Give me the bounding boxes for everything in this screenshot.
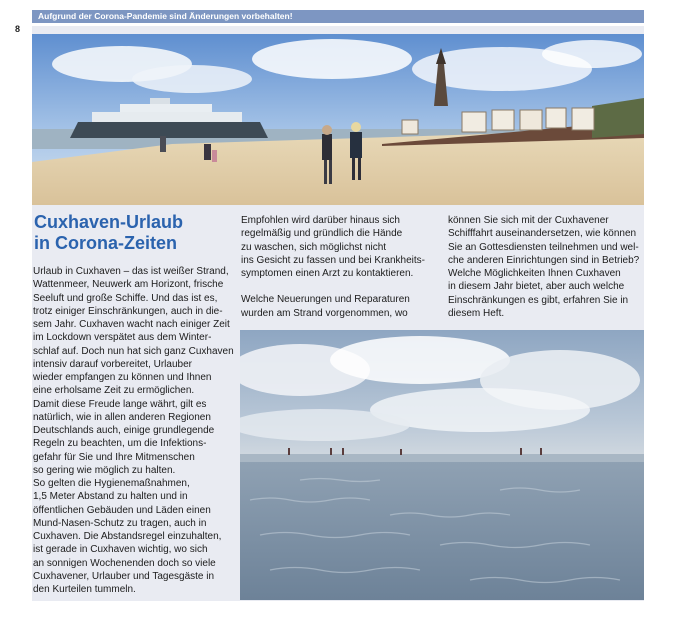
text-line: den Kurteilen tummeln. bbox=[33, 584, 136, 595]
text-line: Deutschlands auch, einige grundlegende bbox=[33, 425, 215, 436]
text-line: Damit diese Freude lange währt, gilt es bbox=[33, 398, 207, 410]
text-line: Welche Möglichkeiten Ihnen Cuxhaven bbox=[448, 268, 621, 279]
text-line: eine erholsame Zeit zu ermöglichen. bbox=[33, 385, 195, 397]
text-line: intensiv darauf vorbereitet, Urlauber bbox=[33, 358, 192, 370]
beach-photo-illustration bbox=[32, 34, 644, 205]
paragraph-gap bbox=[241, 280, 441, 293]
text-line: natürlich, wie in allen anderen Regionen bbox=[33, 411, 211, 423]
text-line: Schifffahrt auseinandersetzen, wie können bbox=[448, 228, 637, 240]
text-line: schlaf auf. Doch nun hat sich ganz Cuxhaven bbox=[33, 345, 234, 357]
article-column-3 bbox=[448, 214, 644, 320]
text-line: symptomen einen Arzt zu kontaktieren. bbox=[241, 268, 414, 279]
text-line: in diesem Jahr bietet, aber auch welche bbox=[448, 281, 625, 293]
mudflat-photo-illustration bbox=[240, 330, 644, 600]
text-line: öffentlichen Gebäuden und Läden einen bbox=[33, 504, 211, 516]
text-line: wieder empfangen zu können und Ihnen bbox=[33, 372, 212, 383]
beach-cruise-ship-photo bbox=[32, 34, 644, 205]
text-line: gefahr für Sie und Ihre Mitmenschen bbox=[33, 451, 195, 463]
text-line: Wattenmeer, Neuwerk am Horizont, frische bbox=[33, 279, 224, 291]
text-line: trotz einiger Einschränkungen, auch in die- bbox=[33, 305, 223, 317]
notice-banner-text: Aufgrund der Corona-Pandemie sind Änderungen vorbehalten! bbox=[38, 11, 293, 21]
text-line: wurden am Strand vorgenommen, wo bbox=[241, 307, 408, 319]
text-line: so gering wie möglich zu halten. bbox=[33, 464, 176, 476]
text-line: Empfohlen wird darüber hinaus sich bbox=[241, 215, 400, 226]
text-line: Sie an Gottesdiensten teilnehmen und wel- bbox=[448, 241, 639, 253]
text-line: im Lockdown verspätet aus dem Winter- bbox=[33, 332, 212, 344]
text-line: 1,5 Meter Abstand zu halten und in bbox=[33, 491, 188, 503]
text-line: Einschränkungen es gibt, erfahren Sie in bbox=[448, 294, 629, 306]
text-line: sem Jahr. Cuxhaven wacht nach einiger Zeit bbox=[33, 319, 230, 330]
text-line: regelmäßig und gründlich die Hände bbox=[241, 228, 403, 240]
text-line: So gelten die Hygienemaßnahmen, bbox=[33, 478, 190, 489]
text-line: können Sie sich mit der Cuxhavener bbox=[448, 215, 609, 226]
text-line: ins Gesicht zu fassen und bei Krankheits- bbox=[241, 254, 425, 266]
text-line: Urlaub in Cuxhaven – das ist weißer Strand, bbox=[33, 266, 229, 277]
text-line: Welche Neuerungen und Reparaturen bbox=[241, 294, 410, 306]
text-line: Seeluft und große Schiffe. Und das ist es, bbox=[33, 292, 218, 304]
notice-banner bbox=[32, 10, 644, 23]
article-headline bbox=[34, 212, 234, 254]
mudflat-walkers-photo bbox=[240, 330, 644, 600]
page-number: 8 bbox=[15, 24, 21, 34]
text-line: Regeln zu beachten, um die Infektions- bbox=[33, 438, 207, 450]
text-line: diesem Heft. bbox=[448, 307, 505, 319]
text-line: che anderen Einrichtungen sind in Betrieb? bbox=[448, 254, 640, 266]
text-line: zu waschen, sich möglichst nicht bbox=[241, 241, 387, 253]
text-line: ist gerade in Cuxhaven wichtig, wo sich bbox=[33, 544, 208, 556]
text-line: Mund-Nasen-Schutz zu tragen, auch in bbox=[33, 517, 207, 529]
article-column-2 bbox=[241, 214, 441, 320]
text-line: Cuxhavener, Urlauber und Tagesgäste in bbox=[33, 570, 215, 582]
text-line: Cuxhaven. Die Abstandsregel einzuhalten, bbox=[33, 531, 222, 542]
headline-line: Cuxhaven-Urlaub bbox=[34, 212, 184, 232]
text-line: an sonnigen Wochenenden doch so viele bbox=[33, 557, 216, 569]
headline-line: in Corona-Zeiten bbox=[34, 233, 177, 253]
article-column-1 bbox=[33, 265, 233, 596]
